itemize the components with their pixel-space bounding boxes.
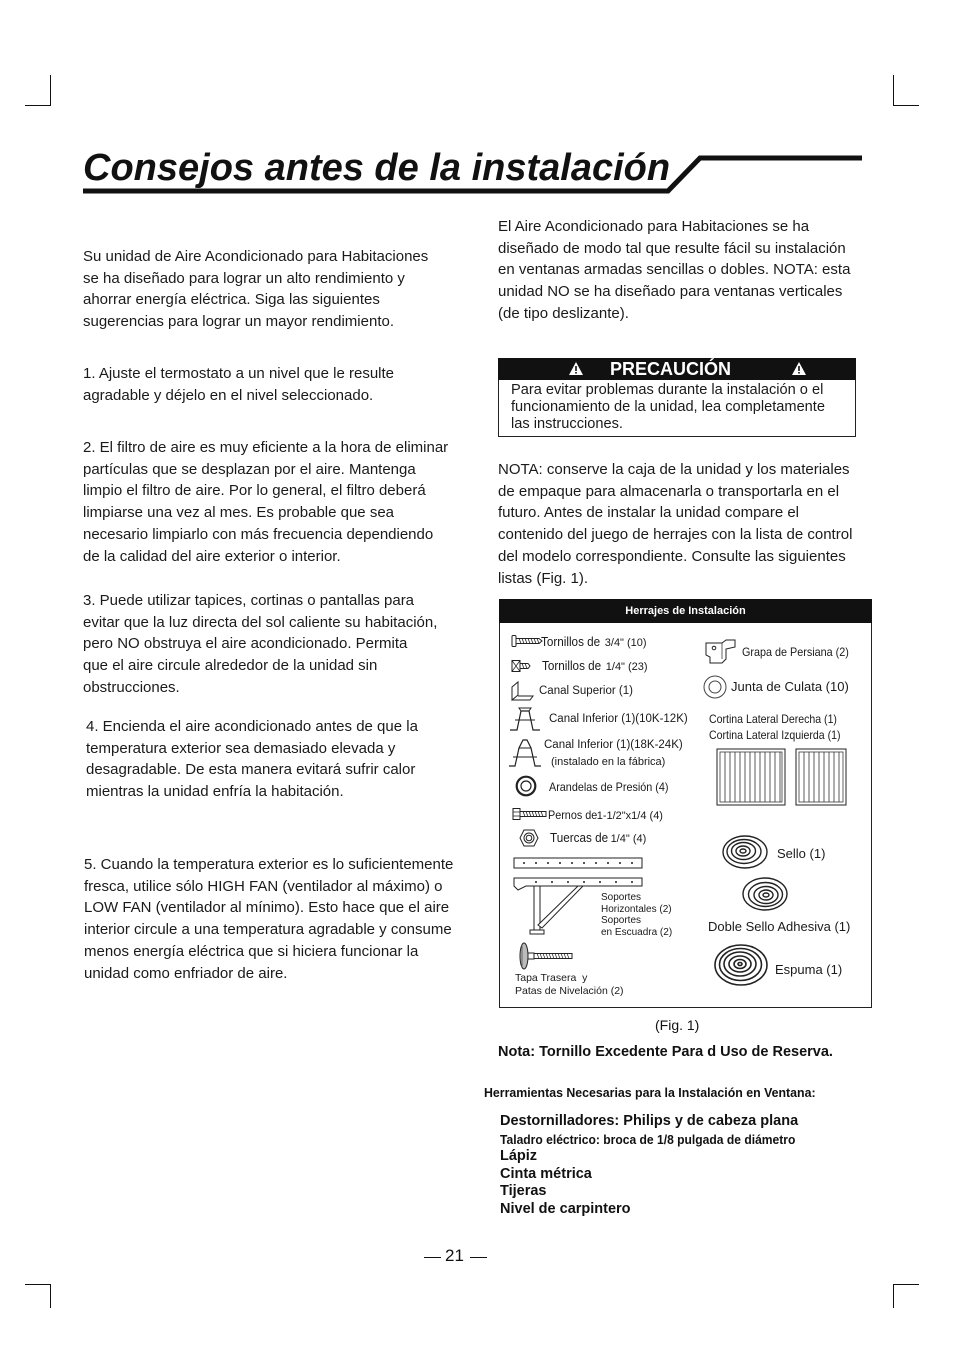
text-line: evitar que la luz directa del sol caliente su habitación,	[83, 613, 438, 631]
hardware-item	[539, 684, 633, 698]
hardware-item	[549, 780, 682, 794]
text-line: Patas de Nivelación (2)	[515, 985, 624, 997]
text-line: Soportes	[601, 915, 642, 926]
text-line: Para evitar problemas durante la instalación o el	[511, 382, 824, 398]
warning-triangle-icon	[568, 361, 584, 376]
crop-mark-bottom-left	[25, 1284, 51, 1285]
text-line: (de tipo deslizante).	[498, 304, 629, 322]
caution-box	[498, 358, 856, 437]
top-channel-icon	[510, 680, 534, 702]
page-title: Consejos antes de la instalación	[83, 147, 671, 189]
text-line: 1. Ajuste el termostato a un nivel que le resulte	[83, 365, 395, 382]
text-line: Destornilladores: Philips y de cabeza plana	[500, 1113, 799, 1129]
tip-5	[84, 854, 453, 984]
text-line: Taladro eléctrico: broca de 1/8 pulgada de diámetro	[500, 1131, 796, 1147]
page-number-dash	[424, 1257, 441, 1258]
text-line: listas (Fig. 1).	[498, 569, 589, 587]
text-line: sugerencias para lograr un mayor rendimiento.	[83, 313, 394, 331]
caution-text	[511, 382, 825, 433]
text-line: Cortina Lateral Izquierda (1)	[709, 728, 841, 742]
back-cap-leveling-leg-icon	[518, 941, 574, 971]
text-line: limpio el filtro de aire. Por lo general, el filtro deberá	[83, 482, 426, 500]
hardware-item	[541, 635, 647, 650]
hardware-item	[544, 738, 683, 752]
text-line: El Aire Acondicionado para Habitaciones se ha	[498, 218, 810, 235]
tip-3	[83, 590, 437, 699]
text-line: pero NO obstruya el aire acondicionado. Permita	[83, 635, 408, 653]
gasket-icon	[703, 675, 727, 699]
tip-4	[86, 716, 418, 803]
hardware-item	[542, 659, 648, 674]
text-line: 2. El filtro de aire es muy eficiente a la hora de eliminar	[83, 439, 449, 456]
text-line: se ha diseñado para lograr un alto rendimiento y	[83, 269, 405, 287]
hardware-item	[731, 680, 849, 694]
bottom-channel-icon	[509, 706, 541, 732]
seal-icon	[721, 833, 769, 871]
item-label: Grapa de Persiana (2)	[742, 645, 849, 659]
note-paragraph	[498, 459, 852, 589]
item-spec: 1/4" (23)	[605, 661, 648, 673]
hardware-item	[742, 645, 861, 659]
hardware-item	[548, 808, 663, 823]
caution-header	[498, 358, 856, 380]
item-label: Junta de Culata (10)	[731, 679, 849, 694]
hardware-item	[708, 920, 850, 934]
item-label: Canal Inferior (1)(18K-24K)	[544, 739, 683, 751]
text-line: necesario limpiarlo con más frecuencia dependiendo	[83, 525, 434, 543]
warning-triangle-icon	[791, 361, 807, 376]
hardware-item	[549, 712, 688, 726]
bottom-channel-large-icon	[508, 738, 542, 768]
crop-mark-bottom-right	[893, 1284, 919, 1285]
text-line: las instrucciones.	[511, 416, 623, 432]
text-line: obstrucciones.	[83, 678, 180, 696]
tools-list	[500, 1113, 818, 1219]
tools-heading: Herramientas Necesarias para la Instalación en Ventana:	[484, 1085, 816, 1100]
text-line: mientras la unidad enfría la habitación.	[86, 783, 344, 801]
text-line: en Escuadra (2)	[601, 926, 673, 938]
hardware-item	[777, 847, 825, 861]
page-number: 21	[445, 1246, 464, 1265]
screw-short-icon	[511, 659, 531, 673]
item-label: Pernos de	[548, 808, 598, 822]
side-curtains-icon	[716, 748, 848, 808]
item-label: Canal Inferior (1)(10K-12K)	[549, 713, 688, 725]
item-label: Espuma (1)	[775, 962, 843, 977]
text-line: limpiarse una vez al mes. Es probable que sea	[83, 504, 395, 522]
item-label: Canal Superior (1)	[539, 685, 633, 697]
text-line: de la calidad del aire exterior o interior.	[83, 547, 341, 565]
text-line: funcionamiento de la unidad, lea completamente	[511, 399, 825, 415]
text-line: NOTA: conserve la caja de la unidad y los materiales	[498, 461, 850, 478]
text-line: Cinta métrica	[500, 1165, 592, 1182]
item-label: Tornillos de	[542, 658, 602, 673]
text-line: fresca, utilice sólo HIGH FAN (ventilador al máximo) o	[84, 877, 443, 895]
text-line: interior circule a una temperatura agradable y consume	[84, 921, 452, 939]
item-label: Tornillos de	[541, 634, 601, 649]
item-spec: 1-1/2"x1/4 (4)	[596, 810, 663, 822]
hardware-item	[775, 963, 842, 977]
item-label: Arandelas de Presión (4)	[549, 780, 669, 794]
text-line: Su unidad de Aire Acondicionado para Habitaciones	[83, 248, 429, 265]
crop-mark-bottom-right	[893, 1284, 894, 1308]
text-line: Soportes	[601, 892, 642, 903]
lock-washer-icon	[515, 775, 537, 797]
text-line: de empaque para almacenarla o transportarla en el	[498, 482, 840, 500]
text-line: que el aire circule alrededor de la unidad sin	[83, 657, 378, 675]
text-line: del modelo correspondiente. Consulte las siguientes	[498, 547, 846, 565]
spare-screw-note: Nota: Tornillo Excedente Para d Uso de Reserva.	[498, 1044, 833, 1060]
text-line: 5. Cuando la temperatura exterior es lo suficientemente	[84, 856, 454, 873]
nut-icon	[519, 828, 539, 848]
text-line: diseñado de modo tal que resulte fácil su instalación	[498, 239, 846, 257]
text-line: temperatura exterior sea demasiado elevada y	[86, 739, 396, 757]
double-adhesive-seal-icon	[741, 875, 789, 913]
text-line: futuro. Antes de instalar la unidad compare el	[498, 504, 800, 522]
bolt-icon	[512, 807, 548, 821]
item-note-text: (instalado en la fábrica)	[551, 756, 666, 768]
text-line: Lápiz	[500, 1148, 538, 1165]
back-cap-label	[515, 972, 624, 998]
text-line: agradable y déjelo en el nivel seleccionado.	[83, 386, 374, 404]
text-line: LOW FAN (ventilador al mínimo). Esto hace que el aire	[84, 899, 450, 917]
text-line: Cortina Lateral Derecha (1)	[709, 712, 837, 726]
text-line: unidad como enfriador de aire.	[84, 964, 288, 982]
window-type-paragraph	[498, 216, 850, 325]
hardware-item	[550, 831, 646, 846]
text-line: Nivel de carpintero	[500, 1200, 631, 1217]
hardware-figure	[499, 599, 872, 1008]
item-label: Doble Sello Adhesiva (1)	[708, 919, 851, 934]
text-line: contenido del juego de herrajes con la lista de control	[498, 526, 853, 544]
foam-icon	[713, 942, 769, 988]
item-label: Tuercas de	[550, 830, 609, 845]
item-label: Sello (1)	[777, 846, 826, 861]
intro-paragraph	[83, 246, 428, 333]
figure-caption: (Fig. 1)	[655, 1017, 700, 1033]
item-spec: 1/4" (4)	[610, 833, 647, 845]
item-spec: 3/4" (10)	[604, 637, 647, 649]
text-line: partículas que se desplazan por el aire. Mantenga	[83, 460, 416, 478]
title-rule	[0, 0, 954, 200]
text-line: Tapa Trasera y	[515, 972, 588, 984]
item-note	[551, 755, 665, 769]
text-line: Horizontales (2)	[601, 903, 672, 915]
text-line: desagradable. De esta manera evitará sufrir calor	[86, 761, 416, 779]
sash-clip-icon	[704, 638, 738, 665]
figure-header: Herrajes de Instalación	[499, 599, 872, 623]
text-line: 3. Puede utilizar tapices, cortinas o pantallas para	[83, 592, 415, 609]
caution-heading: PRECAUCIÓN	[610, 359, 732, 379]
text-line: en ventanas armadas sencillas o dobles. NOTA: esta	[498, 261, 851, 279]
text-line: Tijeras	[500, 1183, 547, 1200]
text-line: unidad NO se ha diseñado para ventanas verticales	[498, 283, 843, 301]
crop-mark-bottom-left	[50, 1284, 51, 1308]
page-number-dash	[470, 1257, 487, 1258]
text-line: menos energía eléctrica que si hiciera funcionar la	[84, 942, 419, 960]
tip-1	[83, 363, 394, 406]
curtains-label	[709, 711, 840, 743]
brackets-label	[601, 892, 672, 938]
tip-2	[83, 437, 448, 567]
text-line: ahorrar energía eléctrica. Siga las siguientes	[83, 291, 380, 309]
screw-long-icon	[511, 634, 543, 648]
text-line: 4. Encienda el aire acondicionado antes de que la	[86, 718, 418, 735]
